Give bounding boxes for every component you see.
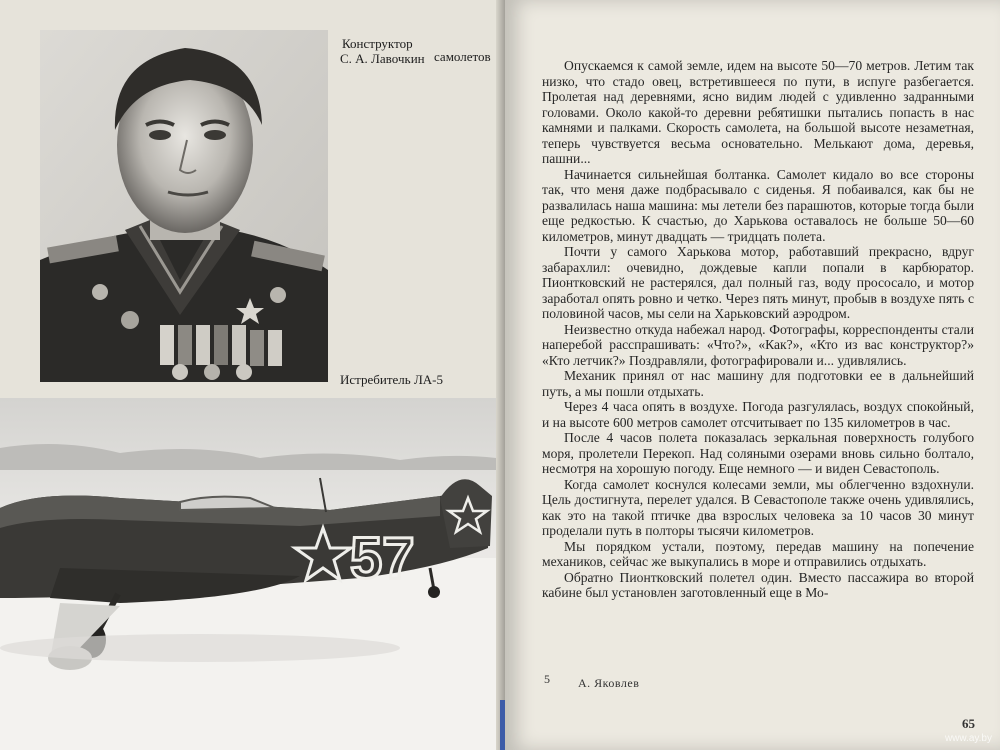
signature-author: А. Яковлев (578, 676, 640, 690)
portrait-photo (40, 30, 328, 382)
portrait-caption-line1: Конструктор (342, 36, 413, 51)
plane-caption: Истребитель ЛА-5 (340, 372, 443, 387)
paragraph: Через 4 часа опять в воздухе. Погода разгулялась, воздух спокойный, и на высоте 600 метров самолет отсчитывает по 135 километров в час. (542, 399, 974, 430)
paragraph: Почти у самого Харькова мотор, работавший прекрасно, вдруг забарахлил: очевидно, дождевые капли попали в карбюратор. Пионтковский не растерялся, дал полный газ, воду прососало, и мотор заработал опять ровно и четко. Через пять минут, пробыв в воздухе пять с половиной часов, мы сели на Харьковский аэродром. (542, 244, 974, 321)
paragraph: Механик принял от нас машину для подготовки ее в дальнейший путь, а мы пошли отдыхать. (542, 368, 974, 399)
signature-number: 5 (544, 672, 550, 686)
portrait-caption-name: С. А. Лавочкин (340, 51, 425, 66)
portrait-caption-right: самолетов (434, 49, 491, 64)
paragraph: Когда самолет коснулся колесами земли, мы облегченно вздохнули. Цель достигнута, перелет удался. В Севастополе также очень удивлялись, как это на такой птичке два взрослых человека за 10 часов 30 минут проделали путь в полторы тысячи километров. (542, 476, 974, 538)
paragraph: Неизвестно откуда набежал народ. Фотографы, корреспонденты стали наперебой расспрашивать: «Что?», «Как?», «Кто из вас конструктор?» «Кто летчик?» Поздравляли, фотографировали и... удивлялись. (542, 321, 974, 368)
paragraph: Опускаемся к самой земле, идем на высоте 50—70 метров. Летим так низко, что стадо овец, встретившееся по пути, в испуге разбегается. Пролетая над деревнями, ясно видим людей с удивленно задранными головами. Около какой-то деревни ребятишки пытались попасть в нас камнями и палками. Скорость самолета, на большой высоте незаметная, теперь чувствуется весьма основательно. Мелькают дома, деревья, пашни... (542, 58, 974, 166)
plane-photo (0, 398, 496, 750)
paragraph: Обратно Пионтковский полетел один. Вместо пассажира во второй кабине был установлен заготовленный еще в Мо- (542, 569, 974, 600)
paragraph: Начинается сильнейшая болтанка. Самолет кидало во все стороны так, что меня даже подбрасывало с сиденья. Я побаивался, как бы не развалилась наша машина: мы летели без парашютов, которые тогда были еще редкостью. К счастью, до Харькова оставалось не больше 50—60 километров, минут двадцать — тридцать полета. (542, 166, 974, 244)
paragraph: После 4 часов полета показалась зеркальная поверхность голубого моря, пролетели Перекоп. Над соляными озерами вновь сильно болтало, несмотря на хорошую погоду. Еще немного — и виден Севастополь. (542, 430, 974, 476)
watermark: www.ay.by (944, 733, 992, 744)
page-number: 65 (962, 716, 975, 731)
plane-number: 57 (350, 526, 415, 591)
paragraph: Мы порядком устали, поэтому, передав машину на попечение механиков, сейчас же выкупались в море и отправились отдыхать. (542, 538, 974, 569)
body-text (542, 58, 974, 601)
